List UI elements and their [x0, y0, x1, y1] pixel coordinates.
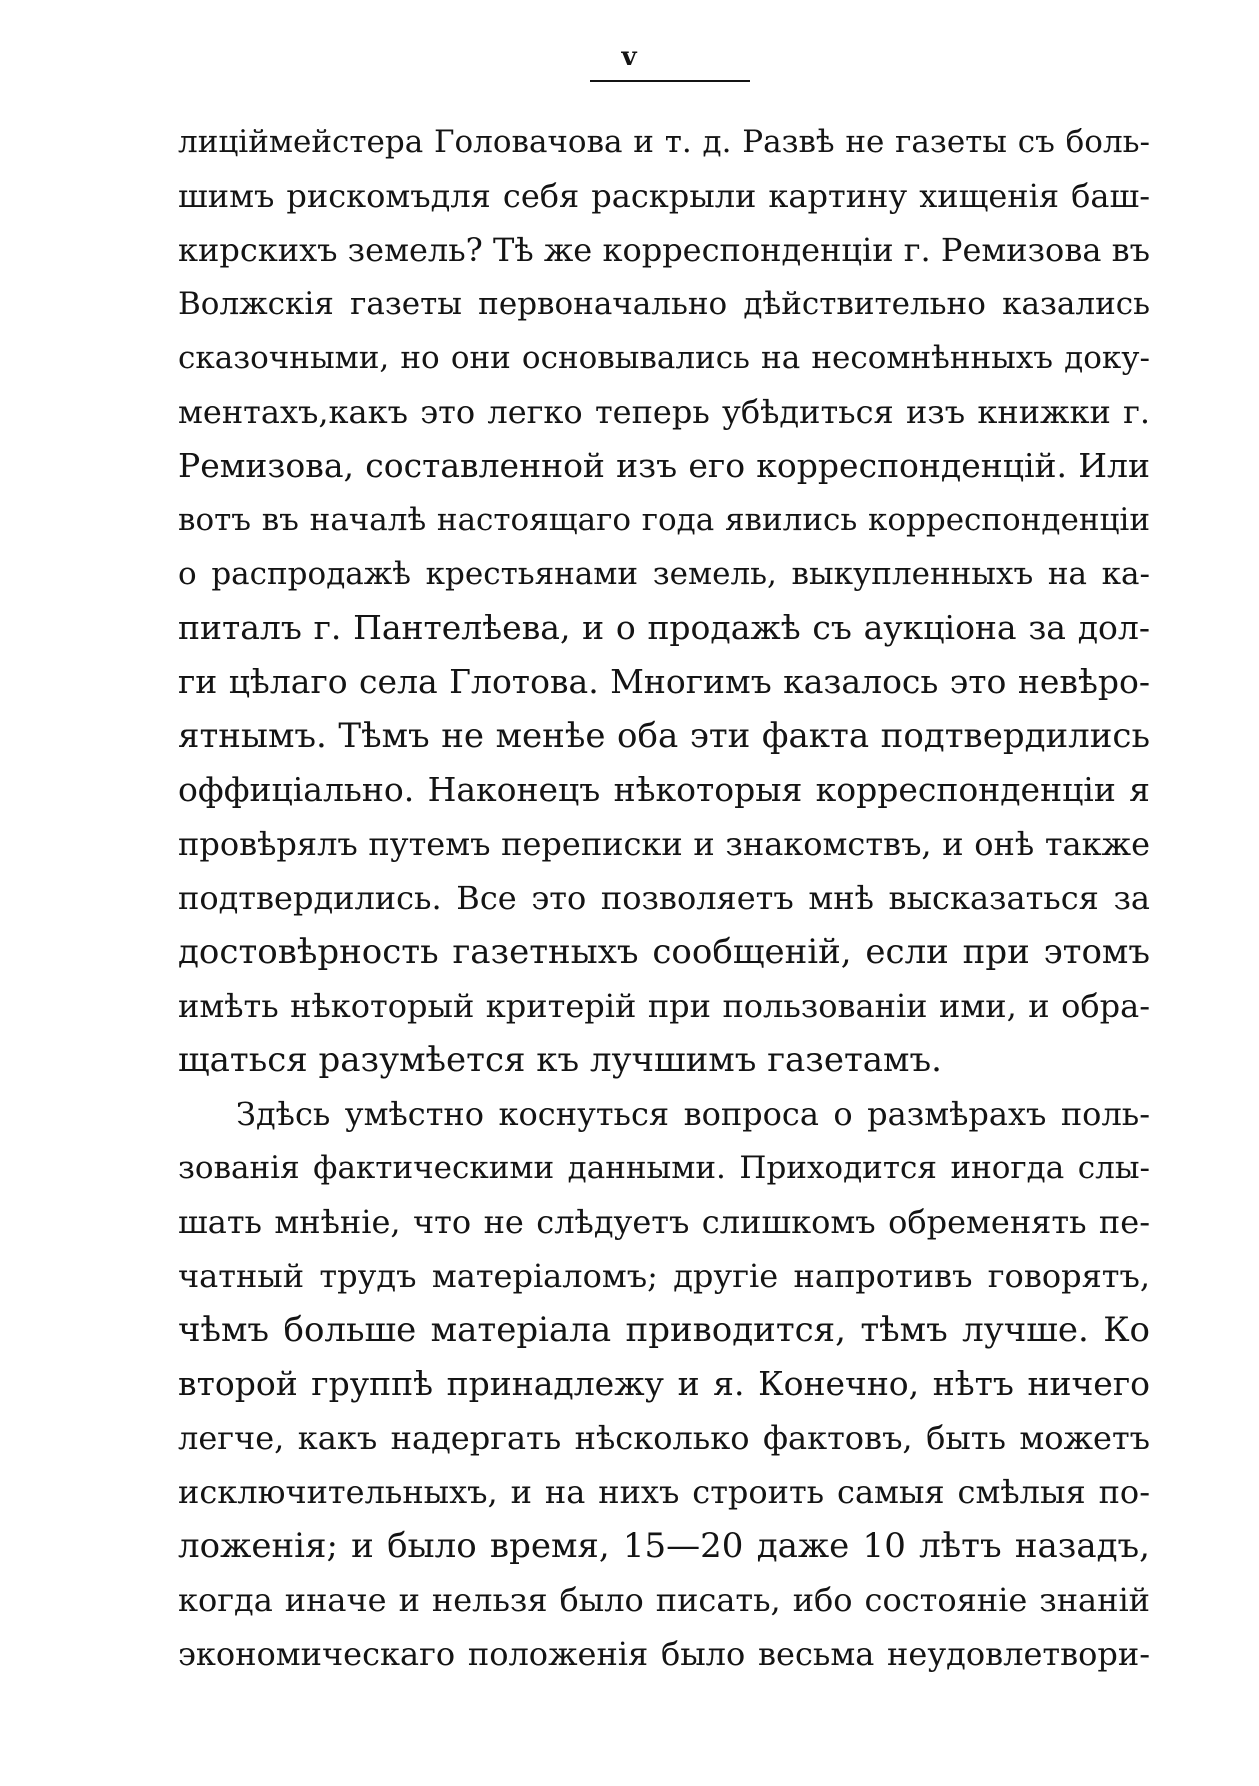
text-line: чатный трудъ матерiаломъ; другiе напротивъ говорятъ,: [178, 1257, 1150, 1295]
paragraph-1: [178, 115, 1150, 1087]
text-line: шать мнѣнiе, что не слѣдуетъ слишкомъ обременять пе-: [178, 1203, 1150, 1241]
header-rule: [590, 80, 750, 82]
text-line: о распродажѣ крестьянами земель, выкупленныхъ на ка-: [178, 556, 1150, 592]
paragraph-2: [178, 1087, 1150, 1681]
text-line: подтвердились. Все это позволяетъ мнѣ высказаться за: [178, 879, 1150, 917]
text-line: питалъ г. Пантелѣева, и о продажѣ съ аукцiона за дол-: [178, 608, 1150, 647]
text-line: кирскихъ земель? Тѣ же корреспонденцiи г. Ремизова въ: [178, 231, 1150, 269]
text-line: ги цѣлаго села Глотова. Многимъ казалось это невѣро-: [178, 662, 1150, 701]
text-line: достовѣрность газетныхъ сообщенiй, если при этомъ: [178, 932, 1150, 972]
text-line: второй группѣ принадлежу и я. Конечно, нѣтъ ничего: [178, 1364, 1150, 1403]
text-line: лицiймейстера Головачова и т. д. Развѣ не газеты съ боль-: [178, 124, 1150, 160]
text-line: сказочными, но они основывались на несомнѣнныхъ доку-: [178, 340, 1150, 376]
body-text: [178, 115, 1150, 1681]
text-line: когда иначе и нельзя было писать, ибо состоянiе знанiй: [178, 1581, 1150, 1619]
text-line: Волжскiя газеты первоначально дѣйствительно казались: [178, 286, 1150, 322]
page-number: v: [621, 42, 638, 72]
text-line: Ремизова, составленной изъ его корреспонденцiй. Или: [178, 446, 1150, 485]
text-line: ментахъ,какъ это легко теперь убѣдиться изъ книжки г.: [178, 393, 1150, 431]
text-line: экономическаго положенiя было весьма неудовлетвори-: [178, 1635, 1150, 1673]
text-line: вотъ въ началѣ настоящаго года явились корреспонденцiи: [178, 502, 1150, 538]
text-line: щаться разумѣется къ лучшимъ газетамъ.: [178, 1040, 942, 1080]
text-line: шимъ рискомъдля себя раскрыли картину хищенiя баш-: [178, 177, 1150, 215]
text-line: чѣмъ больше матерiала приводится, тѣмъ лучше. Ко: [178, 1310, 1150, 1350]
text-line: имѣть нѣкоторый критерiй при пользованiи ими, и обра-: [178, 987, 1150, 1025]
text-line: оффицiально. Наконецъ нѣкоторыя корреспонденцiи я: [178, 770, 1150, 809]
text-line: ложенiя; и было время, 15—20 даже 10 лѣтъ назадъ,: [178, 1526, 1150, 1566]
text-line: Здѣсь умѣстно коснуться вопроса о размѣрахъ поль-: [236, 1095, 1150, 1133]
text-line: легче, какъ надергать нѣсколько фактовъ, быть можетъ: [178, 1419, 1150, 1457]
text-line: исключительныхъ, и на нихъ строить самыя смѣлыя по-: [178, 1473, 1150, 1511]
text-line: зованiя фактическими данными. Приходится иногда слы-: [178, 1150, 1150, 1186]
text-line: ятнымъ. Тѣмъ не менѣе оба эти факта подтвердились: [178, 716, 1150, 756]
text-line: провѣрялъ путемъ переписки и знакомствъ, и онѣ также: [178, 825, 1150, 863]
